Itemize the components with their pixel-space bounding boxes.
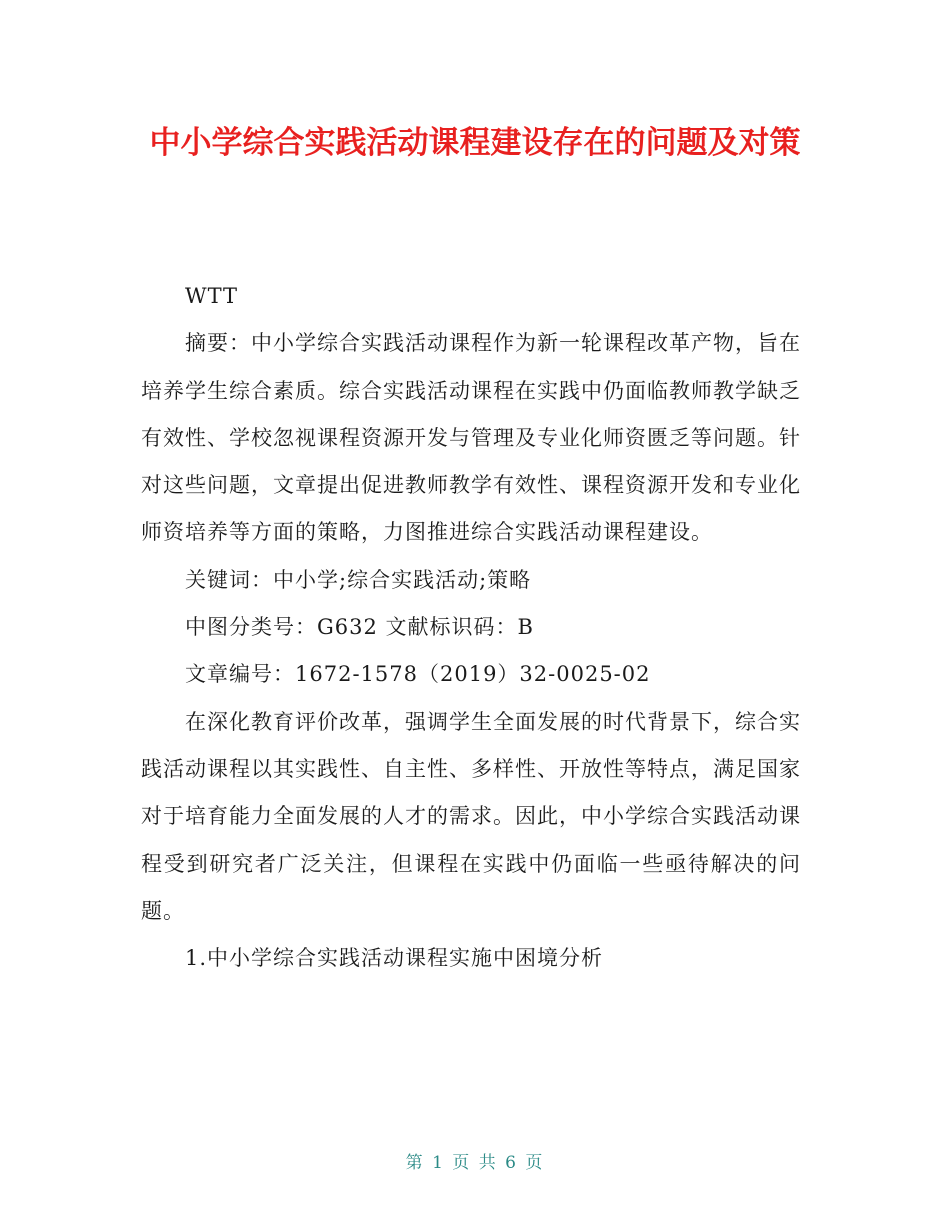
abstract-paragraph: 摘要：中小学综合实践活动课程作为新一轮课程改革产物，旨在培养学生综合素质。综合实践活动课程在实践中仍面临教师教学缺乏有效性、学校忽视课程资源开发与管理及专业化师资匮乏等问题。针对这些问题，文章提出促进教师教学有效性、课程资源开发和专业化师资培养等方面的策略，力图推进综合实践活动课程建设。 (141, 331, 801, 545)
document-title: 中小学综合实践活动课程建设存在的问题及对策 (149, 125, 801, 161)
classification-line: 中图分类号：G632 文献标识码：B (185, 615, 534, 640)
keywords-line: 关键词：中小学;综合实践活动;策略 (185, 567, 532, 592)
author-line: WTT (185, 284, 238, 308)
document-body (141, 273, 801, 982)
intro-paragraph: 在深化教育评价改革，强调学生全面发展的时代背景下，综合实践活动课程以其实践性、自主性、多样性、开放性等特点，满足国家对于培育能力全面发展的人才的需求。因此，中小学综合实践活动课程受到研究者广泛关注，但课程在实践中仍面临一些亟待解决的问题。 (141, 709, 801, 923)
section-heading: 1.中小学综合实践活动课程实施中困境分析 (185, 946, 604, 971)
article-number-line: 文章编号：1672-1578（2019）32-0025-02 (185, 662, 651, 687)
page-number-footer: 第 1 页 共 6 页 (405, 1153, 545, 1173)
